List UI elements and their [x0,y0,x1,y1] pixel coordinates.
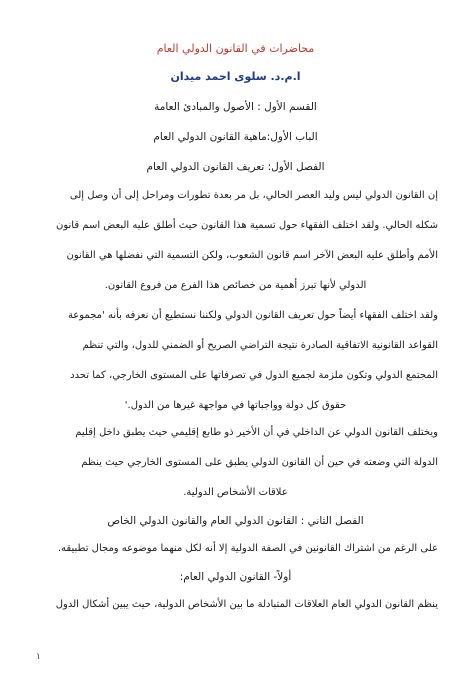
paragraph-line: ينظم القانون الدولي العام العلاقات المتبادلة ما بين الأشخاص الدولية، حيث يبين أشكال الدول [55,599,438,610]
page-number: ١ [36,652,41,662]
chapter-heading: الباب الأول:ماهية القانون الدولي العام [153,131,318,143]
paragraph-line: ويختلف القانون الدولي عن الداخلي في أن الأخير ذو طابع إقليمي حيث يطبق داخل إقليم [75,427,438,438]
section-heading: القسم الأول : الأصول والمبادئ العامة [154,101,317,113]
part-two-heading: الفصل الثاني : القانون الدولي العام والقانون الدولي الخاص [107,515,364,527]
paragraph-line: القواعد القانونية الاتفاقية الصادرة نتيجة التراضي الصريح أو الضمني للدول، والتي تنظم [82,340,438,351]
paragraph-line: إن القانون الدولي ليس وليد العصر الحالي، بل مر بعدة تطورات ومراحل إلى أن وصل إلى [69,190,438,201]
paragraph-definition [33,301,438,421]
paragraph-common-feature [33,534,438,564]
author-name: ا.م.د. سلوى احمد ميدان [170,70,301,83]
paragraph-public-law [33,590,438,620]
paragraph-line: المجتمع الدولي وتكون ملزمة لجميع الدول في تصرفاتها على المستوى الخارجي، كما تحدد [70,370,438,381]
paragraph-definition-intro [33,181,438,301]
part-one-heading: الفصل الأول: تعريف القانون الدولي العام [146,161,325,173]
paragraph-line: الدولي لأنها تبرز أهمية من خصائص هذا الفرع من فروع القانون. [104,280,367,291]
document-title: محاضرات في القانون الدولي العام [156,42,315,55]
subheading-public-law: أولاً- القانون الدولي العام: [179,571,292,583]
paragraph-line: الدولة التي وضعته في حين أن القانون الدولي يطبق على المستوى الخارجي حيث ينظم [81,457,438,468]
paragraph-line: الأمم وأطلق عليه البعض الآخر اسم قانون الشعوب، ولكن التسمية التي نفضلها هي القانون [66,250,438,261]
paragraph-distinction [33,418,438,508]
paragraph-line: علاقات الأشخاص الدولية. [183,487,288,498]
paragraph-line: شكله الحالي. ولقد اختلف الفقهاء حول تسمية هذا القانون حيث أطلق عليه البعض اسم قانون [55,220,438,231]
paragraph-line: ولقد اختلف الفقهاء أيضاً حول تعريف القانون الدولي ولكننا نستطيع أن نعرفه بأنه 'مجموعة [67,310,438,321]
paragraph-line: على الرغم من اشتراك القانونين في الصفة الدولية إلا أنه لكل منهما موضوعه ومجال تطبيقه. [57,543,438,554]
paragraph-line: حقوق كل دولة وواجباتها في مواجهة غيرها من الدول.' [124,400,347,411]
